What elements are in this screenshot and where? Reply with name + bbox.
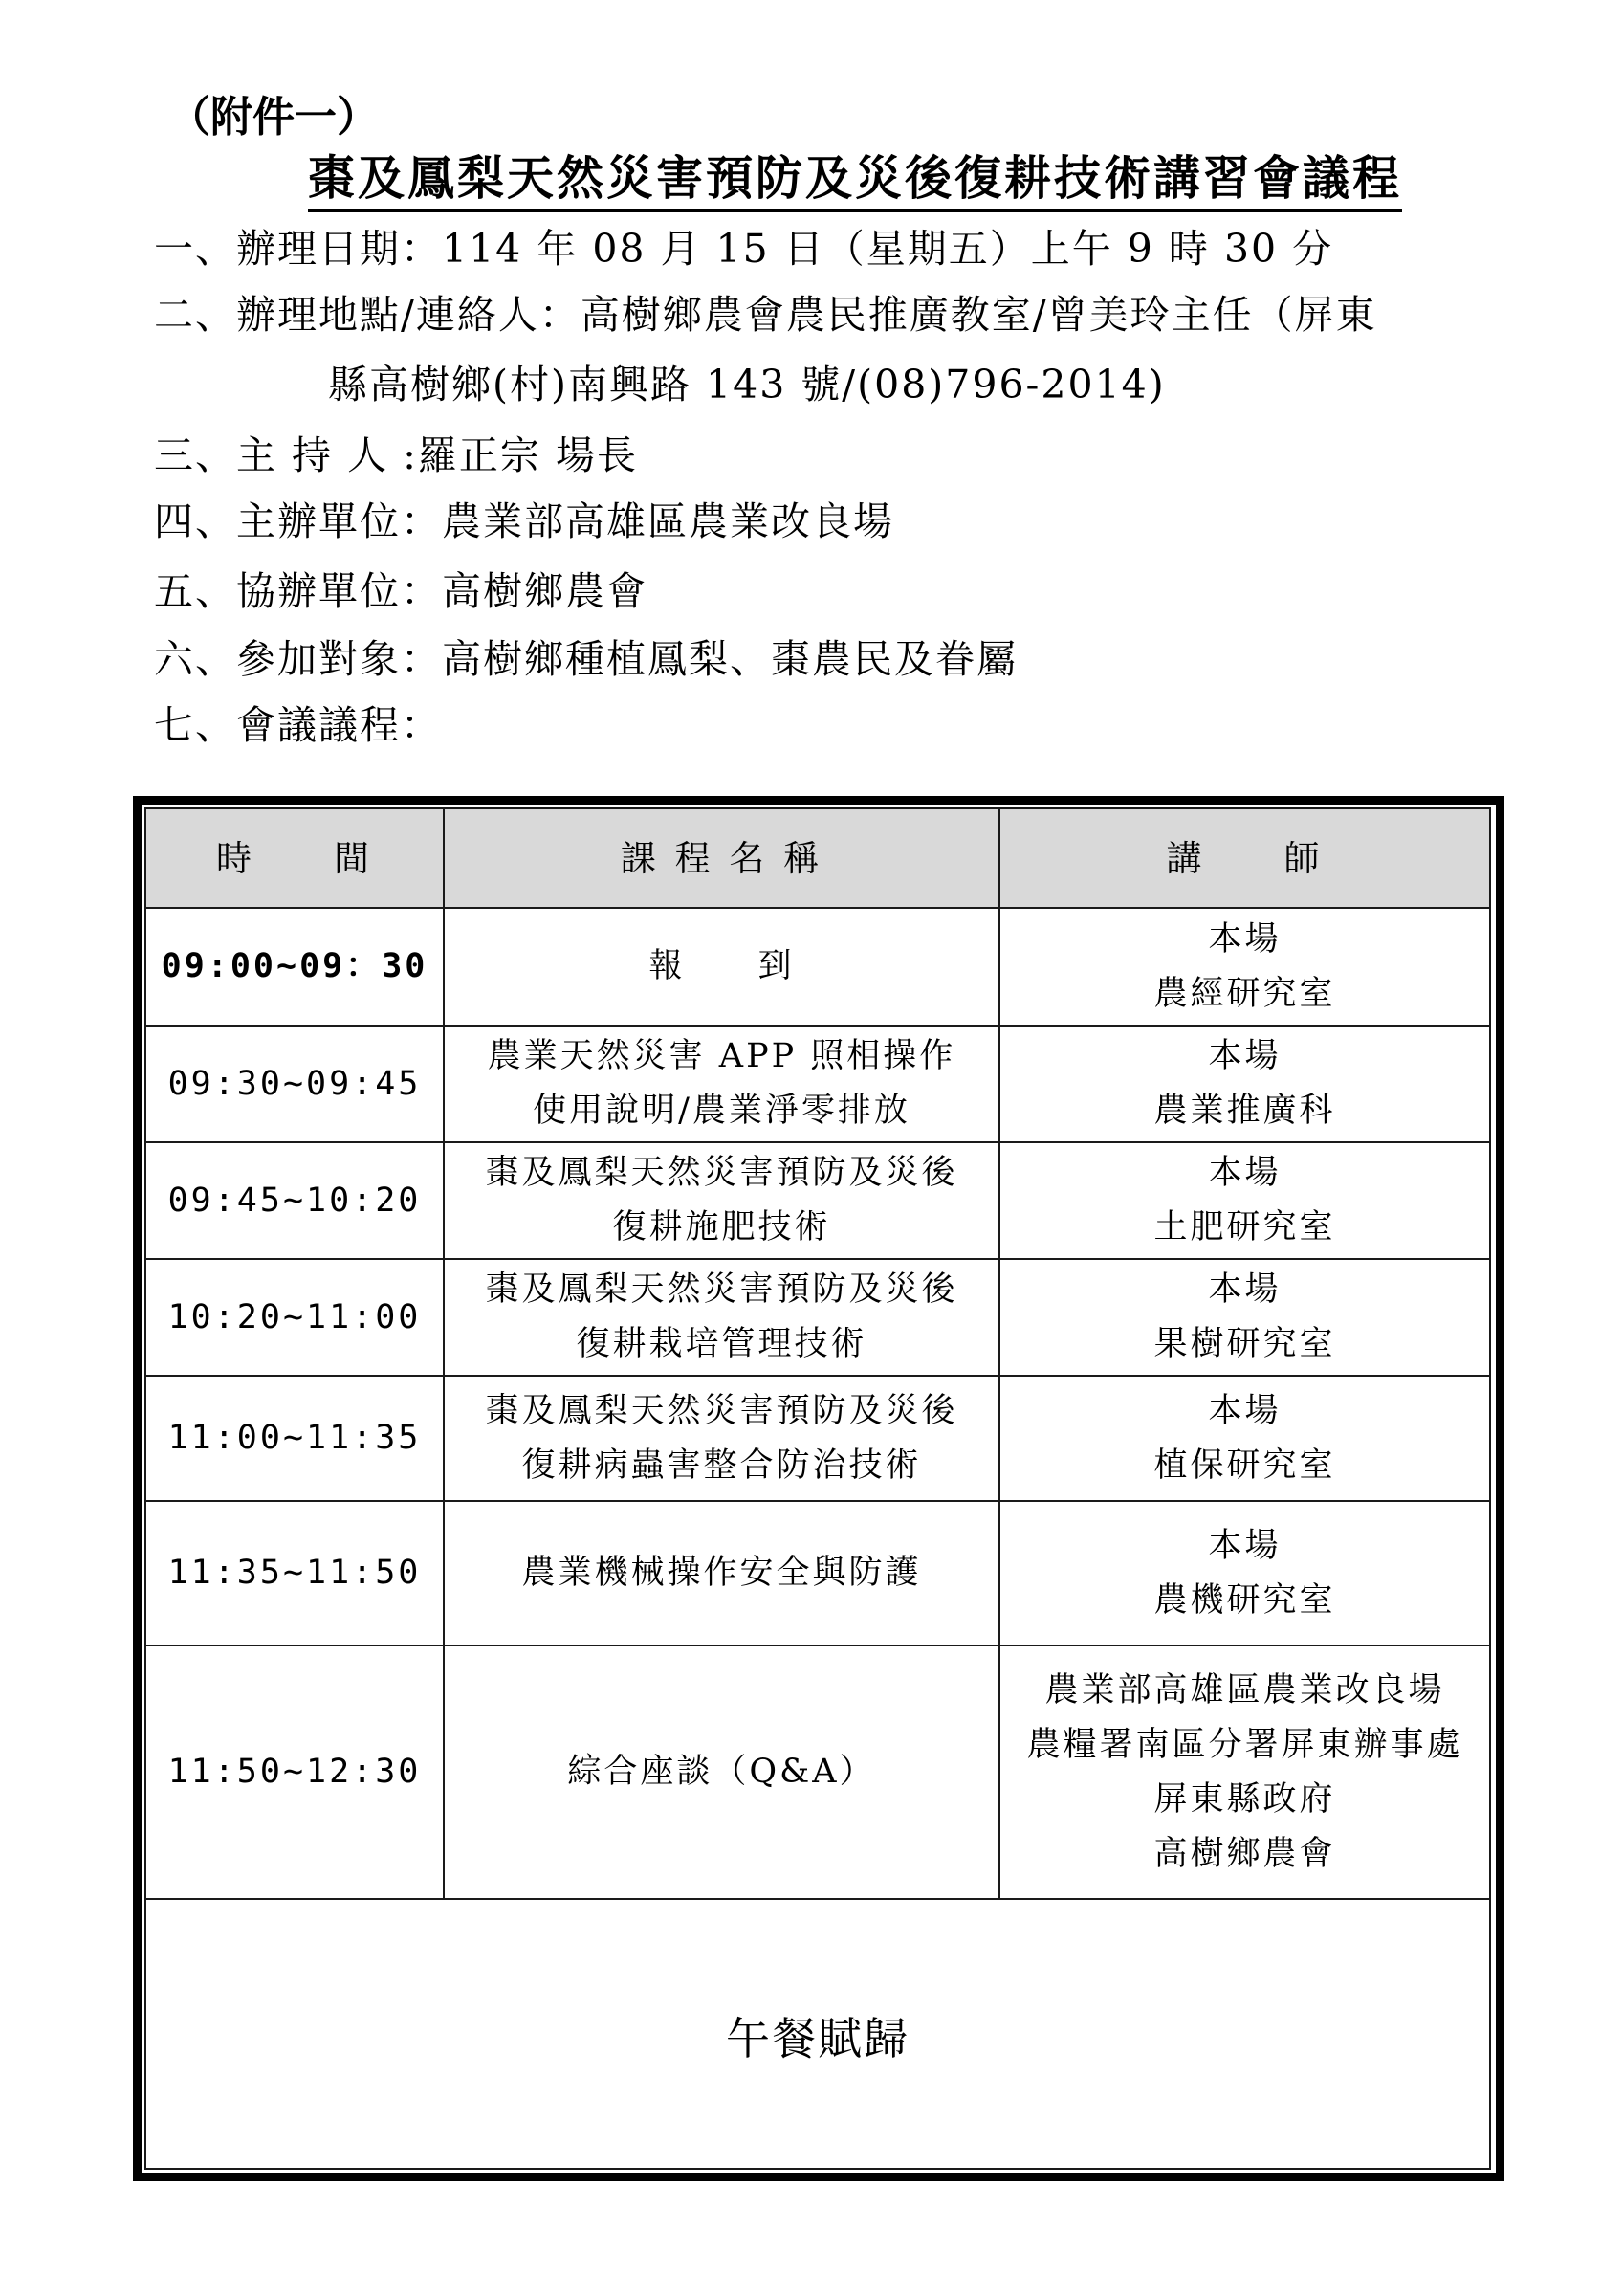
course-cell <box>444 1026 999 1142</box>
info-label: 三、主 持 人 : <box>154 432 418 478</box>
table-row <box>145 1645 1490 1899</box>
header-speaker: 講 師 <box>999 808 1490 908</box>
course-cell <box>444 1142 999 1259</box>
table-row-closing <box>145 1899 1490 2169</box>
info-label: 一、辦理日期： <box>154 226 442 272</box>
speaker-cell <box>999 1501 1490 1645</box>
info-label: 六、參加對象： <box>154 636 442 682</box>
course-cell <box>444 908 999 1026</box>
table-row <box>145 1501 1490 1645</box>
info-item-date <box>154 224 1333 274</box>
speaker-line: 本場 <box>1208 1037 1282 1075</box>
table-row <box>145 1259 1490 1376</box>
speaker-line: 農業部高雄區農業改良場 <box>1044 1670 1445 1710</box>
table-header-row <box>145 808 1490 908</box>
course-cell <box>444 1376 999 1501</box>
info-label: 四、主辦單位： <box>154 498 442 544</box>
table-row <box>145 1376 1490 1501</box>
course-line: 農業天然災害 APP 照相操作 <box>487 1037 956 1075</box>
course-line: 農業機械操作安全與防護 <box>521 1554 922 1592</box>
header-time: 時 間 <box>145 808 444 908</box>
course-line: 棗及鳳梨天然災害預防及災後 <box>485 1391 958 1430</box>
info-item-participants <box>154 634 1018 684</box>
info-label: 五、協辦單位： <box>154 568 442 614</box>
time-cell: 10:20~11:00 <box>145 1259 444 1376</box>
speaker-line: 植保研究室 <box>1153 1446 1336 1485</box>
table-row <box>145 908 1490 1026</box>
course-cell <box>444 1501 999 1645</box>
time-cell: 09:00~09：30 <box>145 908 444 1026</box>
course-line: 復耕栽培管理技術 <box>576 1325 867 1363</box>
speaker-cell <box>999 1259 1490 1376</box>
document-title: 棗及鳳梨天然災害預防及災後復耕技術講習會議程 <box>308 151 1402 212</box>
time-cell: 11:00~11:35 <box>145 1376 444 1501</box>
speaker-cell <box>999 1645 1490 1899</box>
info-item-co-organizer <box>154 566 647 616</box>
speaker-line: 本場 <box>1208 1270 1282 1309</box>
speaker-line: 本場 <box>1208 1154 1282 1192</box>
speaker-line: 本場 <box>1208 1391 1282 1430</box>
header-course: 課 程 名 稱 <box>444 808 999 908</box>
speaker-line: 屏東縣政府 <box>1153 1779 1336 1819</box>
time-cell: 09:45~10:20 <box>145 1142 444 1259</box>
course-line: 使用說明/農業淨零排放 <box>533 1092 910 1130</box>
course-line: 報 到 <box>648 947 795 985</box>
closing-cell: 午餐賦歸 <box>145 1899 1490 2169</box>
time-cell: 11:50~12:30 <box>145 1645 444 1899</box>
info-item-agenda-heading <box>154 700 442 750</box>
info-value: 114 年 08 月 15 日（星期五）上午 9 時 30 分 <box>442 226 1334 272</box>
info-label: 七、會議議程： <box>154 702 442 748</box>
info-item-location-continuation: 縣高樹鄉(村)南興路 143 號/(08)796-2014) <box>328 362 1166 408</box>
time-cell: 09:30~09:45 <box>145 1026 444 1142</box>
agenda-table-frame <box>133 796 1504 2181</box>
speaker-line: 農經研究室 <box>1153 974 1336 1013</box>
speaker-line: 果樹研究室 <box>1153 1325 1336 1363</box>
course-line: 復耕施肥技術 <box>612 1208 831 1247</box>
speaker-line: 農糧署南區分署屏東辦事處 <box>1026 1725 1463 1764</box>
speaker-line: 高樹鄉農會 <box>1153 1834 1336 1873</box>
speaker-cell <box>999 1026 1490 1142</box>
speaker-cell <box>999 1142 1490 1259</box>
speaker-cell <box>999 1376 1490 1501</box>
info-value: 高樹鄉農會 <box>442 568 647 614</box>
info-value: 農業部高雄區農業改良場 <box>442 498 894 544</box>
time-cell: 11:35~11:50 <box>145 1501 444 1645</box>
info-item-host <box>154 430 638 480</box>
speaker-line: 土肥研究室 <box>1153 1208 1336 1247</box>
info-label: 二、辦理地點/連絡人： <box>154 292 581 338</box>
speaker-cell <box>999 908 1490 1026</box>
course-cell <box>444 1645 999 1899</box>
info-value: 高樹鄉種植鳳梨、棗農民及眷屬 <box>442 636 1018 682</box>
info-value: 高樹鄉農會農民推廣教室/曾美玲主任（屏東 <box>580 292 1377 338</box>
course-line: 綜合座談（Q&A） <box>567 1753 876 1791</box>
attachment-label: （附件一） <box>168 93 379 142</box>
info-item-organizer <box>154 497 894 546</box>
course-line: 復耕病蟲害整合防治技術 <box>521 1446 922 1485</box>
course-cell <box>444 1259 999 1376</box>
table-row <box>145 1026 1490 1142</box>
info-item-location <box>154 290 1377 340</box>
info-value: 羅正宗 場長 <box>417 432 638 478</box>
speaker-line: 農機研究室 <box>1153 1580 1336 1620</box>
agenda-table <box>144 807 1491 2170</box>
course-line: 棗及鳳梨天然災害預防及災後 <box>485 1154 958 1192</box>
speaker-line: 農業推廣科 <box>1153 1092 1336 1130</box>
speaker-line: 本場 <box>1208 1526 1282 1565</box>
course-line: 棗及鳳梨天然災害預防及災後 <box>485 1270 958 1309</box>
table-row <box>145 1142 1490 1259</box>
speaker-line: 本場 <box>1208 919 1282 959</box>
